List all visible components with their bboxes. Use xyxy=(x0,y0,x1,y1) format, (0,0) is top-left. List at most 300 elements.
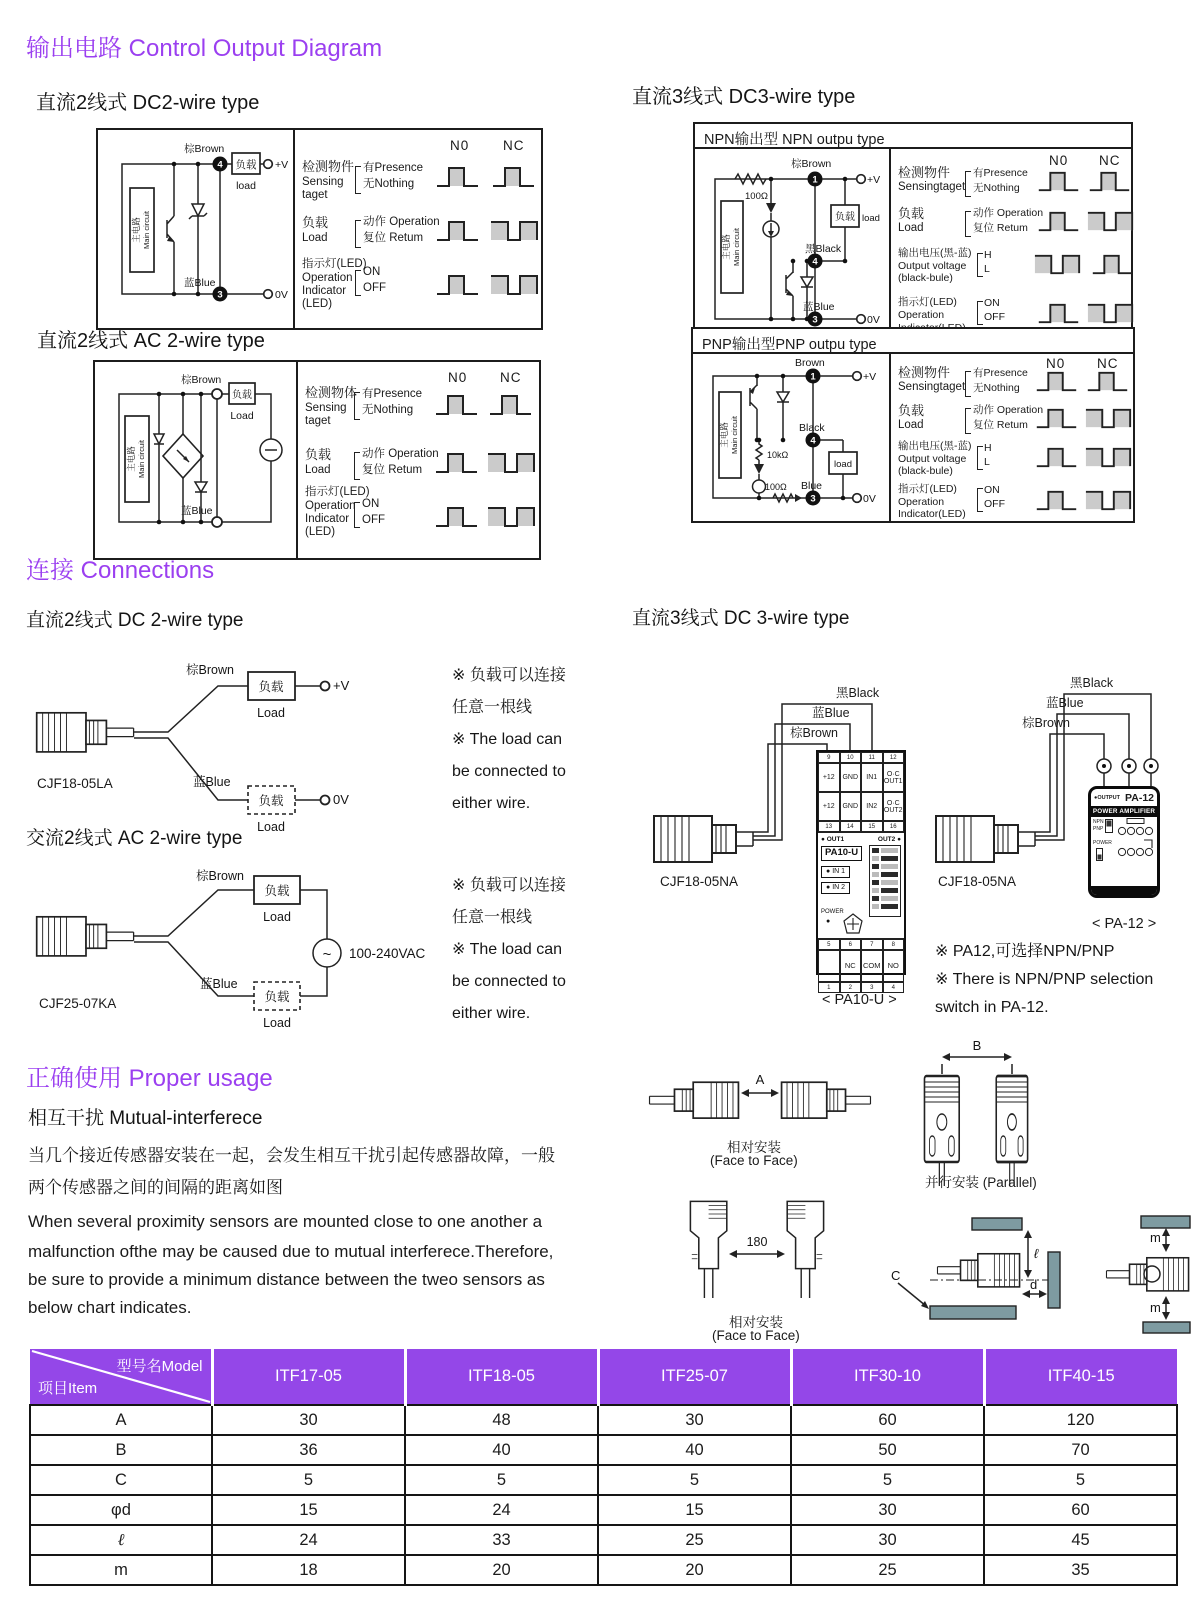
led-en3: (LED) xyxy=(302,298,333,310)
ftf-vertical-caption-en: (Face to Face) xyxy=(712,1328,800,1343)
waveform-pulse xyxy=(435,218,480,244)
pa12-power-switch xyxy=(1096,848,1103,861)
main-circuit-en: Main circuit xyxy=(137,440,146,478)
sensing-en1: Sensing xyxy=(305,402,347,414)
sensor-cjf18-05na-2 xyxy=(936,816,1035,862)
brown-wire-label: 棕Brown xyxy=(186,663,234,677)
proper-usage-en-line4: below chart indicates. xyxy=(28,1298,192,1317)
load-under-label: Load xyxy=(257,820,285,834)
load-under-label: Load xyxy=(263,1016,291,1030)
terminal-4: 4 xyxy=(810,435,816,447)
zero-v-label: 0V xyxy=(275,289,288,301)
dc2-timing-panel xyxy=(295,130,543,328)
no-column-header: N0 xyxy=(1046,356,1066,371)
brown-wire-label: 棕Brown xyxy=(791,158,832,170)
load-box-label: 负载 xyxy=(264,884,290,898)
main-circuit-en: Main circuit xyxy=(730,416,739,454)
pnp-output-box xyxy=(691,327,1135,523)
load-zh: 负载 xyxy=(305,447,332,462)
npn-title-strip xyxy=(695,124,1131,149)
pa10u-module xyxy=(816,750,906,991)
row-label: C xyxy=(30,1465,212,1495)
ac2-circuit-area xyxy=(95,362,298,558)
pnp-timing-panel xyxy=(891,354,1137,521)
zero-v-label: 0V xyxy=(863,493,876,505)
led-en1: Operation xyxy=(302,272,353,284)
pa10u-terminal: IN1 xyxy=(861,763,883,792)
cell: 5 xyxy=(791,1465,984,1495)
h-label: H xyxy=(984,442,992,454)
cell: 25 xyxy=(598,1525,791,1555)
cell: 33 xyxy=(405,1525,598,1555)
note-line: either wire. xyxy=(452,795,531,812)
bracket xyxy=(977,301,983,325)
main-circuit-zh: 主电路 xyxy=(126,446,136,472)
bracket xyxy=(355,166,361,194)
note-line: switch in PA-12. xyxy=(935,999,1049,1016)
proper-usage-zh-line2: 两个传感器之间的间隔的距离如图 xyxy=(28,1178,283,1197)
corner-item-label: 项目Item xyxy=(38,1380,98,1397)
dc2-connection-diagram xyxy=(0,600,460,840)
sensing-zh: 检测物件 xyxy=(898,165,951,180)
pa12-output-label: ●OUTPUT xyxy=(1094,795,1120,801)
terminal-1: 1 xyxy=(812,174,818,186)
output-voltage-en1: Output voltage xyxy=(898,260,967,272)
bracket xyxy=(965,171,971,197)
note-line: be connected to xyxy=(452,763,566,780)
top-plate xyxy=(972,1218,1022,1230)
dimension-m-label: m xyxy=(1150,1230,1161,1245)
proper-usage-zh-line1: 当几个接近传感器安装在一起，会发生相互干扰引起传感器故障，一般 xyxy=(28,1146,555,1165)
cell: 30 xyxy=(791,1495,984,1525)
column-header-itf40-15: ITF40-15 xyxy=(984,1349,1177,1405)
blue-wire-label: 蓝Blue xyxy=(1046,696,1084,710)
pa10u-terminal: 16 xyxy=(883,821,905,832)
waveform-notch xyxy=(489,218,541,244)
cell: 24 xyxy=(212,1525,405,1555)
waveform-notch xyxy=(486,450,538,476)
table-row xyxy=(30,1525,1177,1555)
pa10u-terminal: GND xyxy=(840,763,862,792)
gap-180-label: 180 xyxy=(746,1235,768,1249)
off-label: OFF xyxy=(984,498,1005,510)
pa10u-terminal: 5 xyxy=(818,939,840,950)
dimension-l-label: ℓ xyxy=(1034,1246,1039,1261)
load-box-label: 负载 xyxy=(258,680,284,694)
main-circuit-en: Main circuit xyxy=(142,211,151,249)
led-en1: Operation xyxy=(898,309,945,321)
blue-wire-label: Blue xyxy=(801,480,823,492)
blue-wire-label: 蓝Blue xyxy=(812,706,850,720)
load-zh: 负载 xyxy=(898,403,925,418)
operation-label: 动作 Operation xyxy=(973,207,1044,219)
pa10u-terminal: +12 xyxy=(818,763,840,792)
ac2-wire-heading: 直流2线式 AC 2-wire type xyxy=(37,330,265,352)
pa10u-terminal: 1 xyxy=(818,982,840,993)
waveform-pulse xyxy=(1036,301,1081,326)
brown-wire-label: 棕Brown xyxy=(184,143,225,155)
column-header-itf17-05: ITF17-05 xyxy=(212,1349,405,1405)
base-plate xyxy=(930,1306,1016,1319)
cell: 36 xyxy=(212,1435,405,1465)
brown-wire-label: Brown xyxy=(795,357,825,369)
main-circuit-zh: 主电路 xyxy=(719,422,729,448)
cell: 48 xyxy=(405,1405,598,1435)
cell: 50 xyxy=(791,1435,984,1465)
cell: 120 xyxy=(984,1405,1177,1435)
nothing-label: 无Nothing xyxy=(973,182,1020,194)
pa10u-terminal: 13 xyxy=(818,821,840,832)
m-top-plate xyxy=(1141,1216,1190,1228)
bracket xyxy=(977,446,983,470)
pa10u-terminal: 10 xyxy=(840,752,862,763)
pa12-band: POWER AMPLIFIER xyxy=(1092,808,1156,815)
bracket xyxy=(977,253,983,277)
pnp-title: PNP输出型PNP outpu type xyxy=(702,337,877,353)
table-corner-cell xyxy=(30,1349,212,1405)
led-zh: 指示灯(LED) xyxy=(302,258,367,270)
led-en2: Indicator(LED) xyxy=(898,508,966,520)
load-box-label: 负载 xyxy=(264,990,290,1004)
pa12-note xyxy=(935,938,1153,1022)
ac-source-symbol: ~ xyxy=(322,946,332,963)
on-label: ON xyxy=(363,266,381,278)
face-to-face-left-sensor xyxy=(650,1082,739,1118)
return-label: 复位 Retum xyxy=(973,222,1028,234)
pa10u-terminal: O·C OUT2 xyxy=(883,792,905,821)
column-header-itf30-10: ITF30-10 xyxy=(791,1349,984,1405)
l-label: L xyxy=(984,263,990,275)
blue-wire-label: 蓝Blue xyxy=(181,505,213,517)
dimension-c-label: C xyxy=(891,1268,901,1283)
pnp-title-strip xyxy=(693,329,1133,354)
table-row xyxy=(30,1555,1177,1585)
zero-v-label: 0V xyxy=(867,314,880,326)
section-title-output-circuit: 输出电路 Control Output Diagram xyxy=(26,35,383,62)
cell: 15 xyxy=(598,1495,791,1525)
ftf-vertical-left-sensor xyxy=(690,1201,726,1298)
waveform-pulse xyxy=(1034,445,1079,470)
note-line: 任意一根线 xyxy=(452,699,533,716)
sensing-en2: taget xyxy=(302,189,328,201)
dimension-b-label: B xyxy=(972,1040,982,1053)
dimension-a-label: A xyxy=(755,1072,765,1087)
cld-sensor xyxy=(937,1254,1019,1287)
waveform-pulse xyxy=(1085,369,1130,394)
output-voltage-zh: 输出电压(黑-蓝) xyxy=(898,440,972,452)
ac2-connection-diagram xyxy=(0,856,460,1046)
waveform-pulse xyxy=(434,392,479,418)
note-line: be connected to xyxy=(452,973,566,990)
led-en2: Indicator xyxy=(302,285,347,297)
nothing-label: 无Nothing xyxy=(363,178,415,190)
brown-wire-label: 棕Brown xyxy=(1022,716,1070,730)
waveform-pulse xyxy=(434,450,479,476)
row-label: B xyxy=(30,1435,212,1465)
m-sensor xyxy=(1106,1258,1188,1291)
proper-usage-en-line3: be sure to provide a minimum distance between the tweo sensors as xyxy=(28,1270,545,1289)
pa10u-terminal: 8 xyxy=(883,939,905,950)
pa10u-terminal: 2 xyxy=(840,982,862,993)
r10k-label: 10kΩ xyxy=(767,450,789,460)
waveform-pulse xyxy=(435,272,480,298)
waveform-notch xyxy=(1083,488,1135,513)
pa10u-terminal: IN2 xyxy=(861,792,883,821)
output-voltage-en2: (black-bule) xyxy=(898,272,953,284)
led-zh: 指示灯(LED) xyxy=(305,486,370,498)
pa10u-terminal: 4 xyxy=(883,982,905,993)
pa10u-terminal: 11 xyxy=(861,752,883,763)
table-header-row xyxy=(30,1349,1177,1405)
on-label: ON xyxy=(362,498,380,510)
black-wire-label: 黑Black xyxy=(836,686,880,700)
operation-label: 动作 Operation xyxy=(973,404,1044,416)
cell: 45 xyxy=(984,1525,1177,1555)
dc2-output-box xyxy=(96,128,543,330)
pa10u-terminal: 6 xyxy=(840,939,862,950)
waveform-pulse xyxy=(1090,252,1135,277)
load-en: Load xyxy=(898,222,924,234)
cell: 30 xyxy=(791,1525,984,1555)
waveform-notch xyxy=(1085,209,1137,234)
cell: 30 xyxy=(212,1405,405,1435)
bracket xyxy=(355,270,361,296)
pnp-circuit-area xyxy=(693,354,891,521)
pa10u-time-dial xyxy=(842,913,864,935)
led-en2: Indicator xyxy=(305,513,350,525)
cell: 60 xyxy=(791,1405,984,1435)
load-under-label: load xyxy=(236,180,256,192)
dc2-connection-note xyxy=(452,660,566,820)
presence-label: 有Presence xyxy=(973,367,1028,379)
cell: 35 xyxy=(984,1555,1177,1585)
presence-label: 有Presence xyxy=(363,162,424,174)
terminal-3: 3 xyxy=(812,314,818,326)
off-label: OFF xyxy=(984,311,1005,323)
conn-dc3-heading: 直流3线式 DC 3-wire type xyxy=(632,608,850,629)
waveform-pulse xyxy=(434,504,479,530)
dimension-m-label: m xyxy=(1150,1300,1161,1315)
return-label: 复位 Retum xyxy=(363,232,424,244)
main-circuit-zh: 主电路 xyxy=(131,217,141,243)
waveform-pulse xyxy=(491,164,536,190)
note-line: ※ 负载可以连接 xyxy=(452,667,566,684)
dc2-circuit-area xyxy=(98,130,295,328)
pa10u-terminal: +12 xyxy=(818,792,840,821)
waveform-notch xyxy=(1085,301,1137,326)
pa10u-terminal xyxy=(818,950,840,982)
cell: 5 xyxy=(212,1465,405,1495)
cell: 40 xyxy=(598,1435,791,1465)
load-box-label: load xyxy=(834,459,852,470)
pa10u-terminal: O·C OUT1 xyxy=(883,763,905,792)
load-box-label: 负载 xyxy=(235,159,257,171)
pa10u-terminal: 3 xyxy=(861,982,883,993)
load-under-label: Load xyxy=(257,706,285,720)
led-en3: (LED) xyxy=(305,526,336,538)
bracket xyxy=(354,502,360,528)
pa10u-terminal: GND xyxy=(840,792,862,821)
black-wire-label: 黑Black xyxy=(805,243,842,255)
section-title-connections: 连接 Connections xyxy=(26,557,215,584)
cell: 5 xyxy=(598,1465,791,1495)
npn-timing-panel xyxy=(891,149,1135,346)
pa10u-terminal: NO xyxy=(883,950,905,982)
load-en: Load xyxy=(898,419,924,431)
cell: 25 xyxy=(791,1555,984,1585)
sensor-cjf18-05la xyxy=(37,713,134,752)
pnp-circuit-diagram xyxy=(693,354,889,521)
load-box-label: 负载 xyxy=(835,212,855,223)
operation-label: 动作 Operation xyxy=(363,216,440,228)
row-label: φd xyxy=(30,1495,212,1525)
off-label: OFF xyxy=(362,514,385,526)
cell: 5 xyxy=(984,1465,1177,1495)
pa10u-out2: OUT2 xyxy=(877,836,896,843)
note-line: ※ There is NPN/PNP selection xyxy=(935,971,1154,988)
proper-usage-en-line1: When several proximity sensors are mounted close to one another a xyxy=(28,1212,543,1231)
output-voltage-en2: (black-bule) xyxy=(898,465,953,477)
presence-label: 有Presence xyxy=(973,167,1028,179)
waveform-pulse xyxy=(1034,369,1079,394)
row-label: A xyxy=(30,1405,212,1435)
load-box-label: 负载 xyxy=(232,390,252,401)
pa10u-terminal: 9 xyxy=(818,752,840,763)
bracket xyxy=(354,392,360,420)
waveform-notch xyxy=(1083,445,1135,470)
note-line: ※ 负载可以连接 xyxy=(452,877,566,894)
sensing-zh: 检测物件 xyxy=(898,365,951,380)
npn-circuit-diagram xyxy=(695,149,889,346)
ac2-timing-panel xyxy=(298,362,541,558)
plus-v-label: +V xyxy=(867,174,881,186)
pa10u-terminal: 14 xyxy=(840,821,862,832)
note-line: ※ The load can xyxy=(452,731,563,748)
blue-wire-label: 蓝Blue xyxy=(184,277,216,289)
no-column-header: N0 xyxy=(448,370,468,385)
face-to-face-caption-en: (Face to Face) xyxy=(710,1153,798,1168)
h-label: H xyxy=(984,249,992,261)
on-label: ON xyxy=(984,297,1000,309)
table-row xyxy=(30,1465,1177,1495)
parallel-right-sensor xyxy=(996,1076,1027,1186)
pa10u-name: PA10-U xyxy=(821,846,862,861)
model-label-cjf18-05la: CJF18-05LA xyxy=(37,776,113,791)
sensing-en1: Sensing xyxy=(302,176,344,188)
nothing-label: 无Nothing xyxy=(973,382,1020,394)
proper-usage-en-line2: malfunction ofthe may be caused due to mutual interferece.Therefore, xyxy=(28,1242,554,1261)
pa10u-dip-switches xyxy=(869,845,901,917)
blue-wire-label: 蓝Blue xyxy=(193,775,231,789)
sensing-zh: 检测物件 xyxy=(302,159,355,174)
load-en: Load xyxy=(302,232,328,244)
table-row xyxy=(30,1405,1177,1435)
vac-label: 100-240VAC xyxy=(349,946,426,961)
nc-column-header: NC xyxy=(503,138,525,153)
bracket xyxy=(977,488,983,512)
waveform-pulse xyxy=(1034,406,1079,431)
cell: 18 xyxy=(212,1555,405,1585)
bracket xyxy=(354,452,360,480)
load-box-label: 负载 xyxy=(258,794,284,808)
mounting-diagrams xyxy=(600,1040,1200,1340)
pa12-selector-switch xyxy=(1105,819,1113,833)
waveform-notch xyxy=(1083,406,1135,431)
led-en1: Operation xyxy=(898,496,945,508)
npn-circuit-area xyxy=(695,149,891,346)
cell: 5 xyxy=(405,1465,598,1495)
terminal-4: 4 xyxy=(217,159,223,171)
output-voltage-zh: 输出电压(黑-蓝) xyxy=(898,247,972,259)
pa10u-in2: IN 2 xyxy=(832,884,846,891)
no-column-header: N0 xyxy=(450,138,470,153)
row-label: ℓ xyxy=(30,1525,212,1555)
terminal-4: 4 xyxy=(812,256,818,268)
bracket xyxy=(965,371,971,397)
npn-output-box xyxy=(693,122,1133,348)
note-line: ※ PA12,可选择NPN/PNP xyxy=(935,943,1115,960)
dc2-circuit-diagram xyxy=(98,130,293,328)
load-zh: 负载 xyxy=(898,206,925,221)
ac2-circuit-diagram xyxy=(95,362,296,558)
waveform-pulse xyxy=(488,392,533,418)
note-line: 任意一根线 xyxy=(452,909,533,926)
l-label: L xyxy=(984,456,990,468)
terminal-3: 3 xyxy=(217,289,223,301)
off-label: OFF xyxy=(363,282,386,294)
cell: 20 xyxy=(405,1555,598,1585)
main-circuit-zh: 主电路 xyxy=(721,234,731,260)
pa10u-out1: OUT1 xyxy=(826,836,845,843)
waveform-notch xyxy=(486,504,538,530)
terminal-3: 3 xyxy=(810,493,816,505)
zero-v-label: 0V xyxy=(333,792,349,807)
column-header-itf18-05: ITF18-05 xyxy=(405,1349,598,1405)
row-label: m xyxy=(30,1555,212,1585)
pa10u-in1: IN 1 xyxy=(832,868,846,875)
ac2-connection-note xyxy=(452,870,566,1030)
pa10u-terminal: 7 xyxy=(861,939,883,950)
sensor-cjf25-07ka xyxy=(37,917,134,956)
on-label: ON xyxy=(984,484,1000,496)
nc-column-header: NC xyxy=(500,370,522,385)
conn-dc2-heading: 直流2线式 DC 2-wire type xyxy=(26,610,244,631)
ac2-output-box xyxy=(93,360,541,560)
r100-label: 100Ω xyxy=(745,191,768,202)
pa10u-terminal: NC xyxy=(840,950,862,982)
dc2-wire-heading: 直流2线式 DC2-wire type xyxy=(36,92,260,114)
model-label-cjf18-05na-2: CJF18-05NA xyxy=(938,874,1017,889)
cell: 40 xyxy=(405,1435,598,1465)
pa10u-terminal: 15 xyxy=(861,821,883,832)
conn-ac2-heading: 交流2线式 AC 2-wire type xyxy=(26,828,243,849)
face-to-face-right-sensor xyxy=(782,1082,871,1118)
face-to-face-caption-zh: 相对安装 xyxy=(727,1140,781,1155)
npn-title: NPN输出型 NPN outpu type xyxy=(704,132,885,148)
brown-wire-label: 棕Brown xyxy=(181,374,222,386)
waveform-pulse xyxy=(435,164,480,190)
sensing-zh: 检测物体 xyxy=(305,385,358,400)
nc-column-header: NC xyxy=(1099,153,1121,168)
parallel-left-sensor xyxy=(924,1076,959,1186)
output-voltage-en1: Output voltage xyxy=(898,453,967,465)
brown-wire-label: 棕Brown xyxy=(196,869,244,883)
led-zh: 指示灯(LED) xyxy=(898,296,957,308)
dimension-table xyxy=(29,1349,1178,1586)
load-under-label: Load xyxy=(263,910,291,924)
section-title-proper-usage: 正确使用 Proper usage xyxy=(26,1065,273,1092)
waveform-notch xyxy=(1032,252,1084,277)
